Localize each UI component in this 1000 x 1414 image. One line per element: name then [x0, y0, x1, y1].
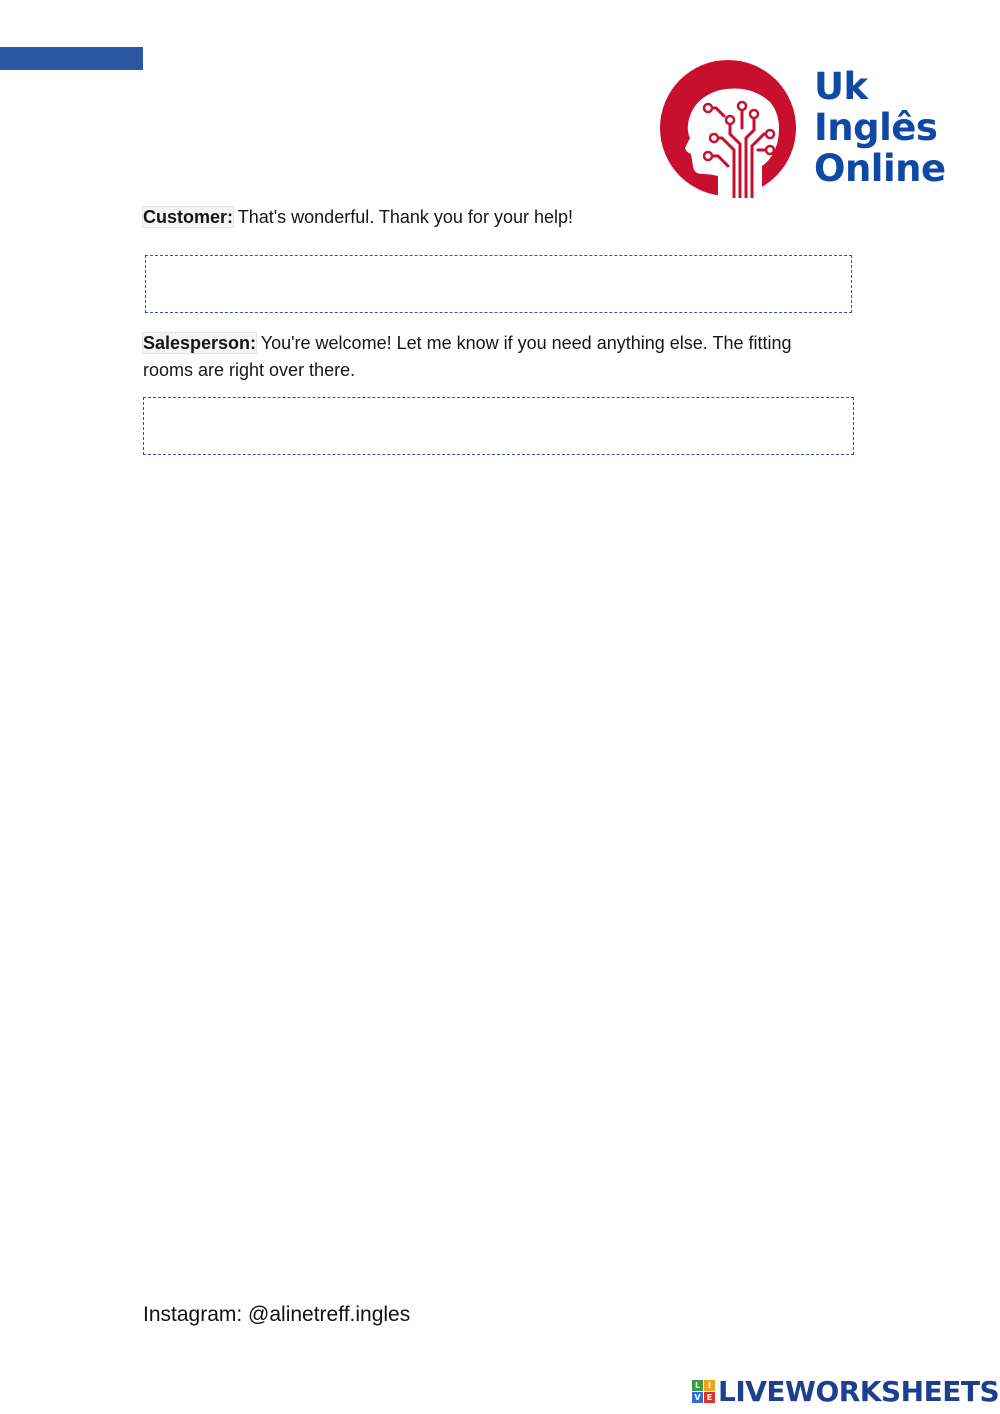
speaker-label: Salesperson: [143, 333, 257, 353]
liveworksheets-wordmark: LIVEWORKSHEETS [718, 1374, 1000, 1408]
instagram-handle: Instagram: @alinetreff.ingles [143, 1303, 411, 1326]
dialogue-line-customer [143, 204, 843, 231]
speaker-label: Customer: [143, 207, 234, 227]
liveworksheets-brand [692, 1374, 999, 1408]
logo-wordmark [814, 66, 946, 189]
dialogue-line-salesperson [143, 330, 843, 384]
header-accent-bar [0, 47, 143, 70]
icon-letter: I [704, 1380, 715, 1391]
answer-input-box[interactable] [145, 255, 852, 313]
liveworksheets-logo-icon [692, 1380, 715, 1403]
answer-input-box[interactable] [143, 397, 854, 455]
dialogue-text: That's wonderful. Thank you for your help! [237, 207, 573, 227]
icon-letter: V [692, 1392, 703, 1403]
uk-ingles-online-logo [658, 58, 968, 198]
logo-line-1: Uk [814, 65, 868, 108]
icon-letter: E [704, 1392, 715, 1403]
logo-line-2: Inglês [814, 106, 938, 149]
icon-letter: L [692, 1380, 703, 1391]
brain-head-icon [658, 58, 803, 198]
logo-line-3: Online [814, 147, 946, 190]
dialogue-text: You're welcome! Let me know if you need anything else. The fitting rooms are right over there. [143, 333, 792, 380]
